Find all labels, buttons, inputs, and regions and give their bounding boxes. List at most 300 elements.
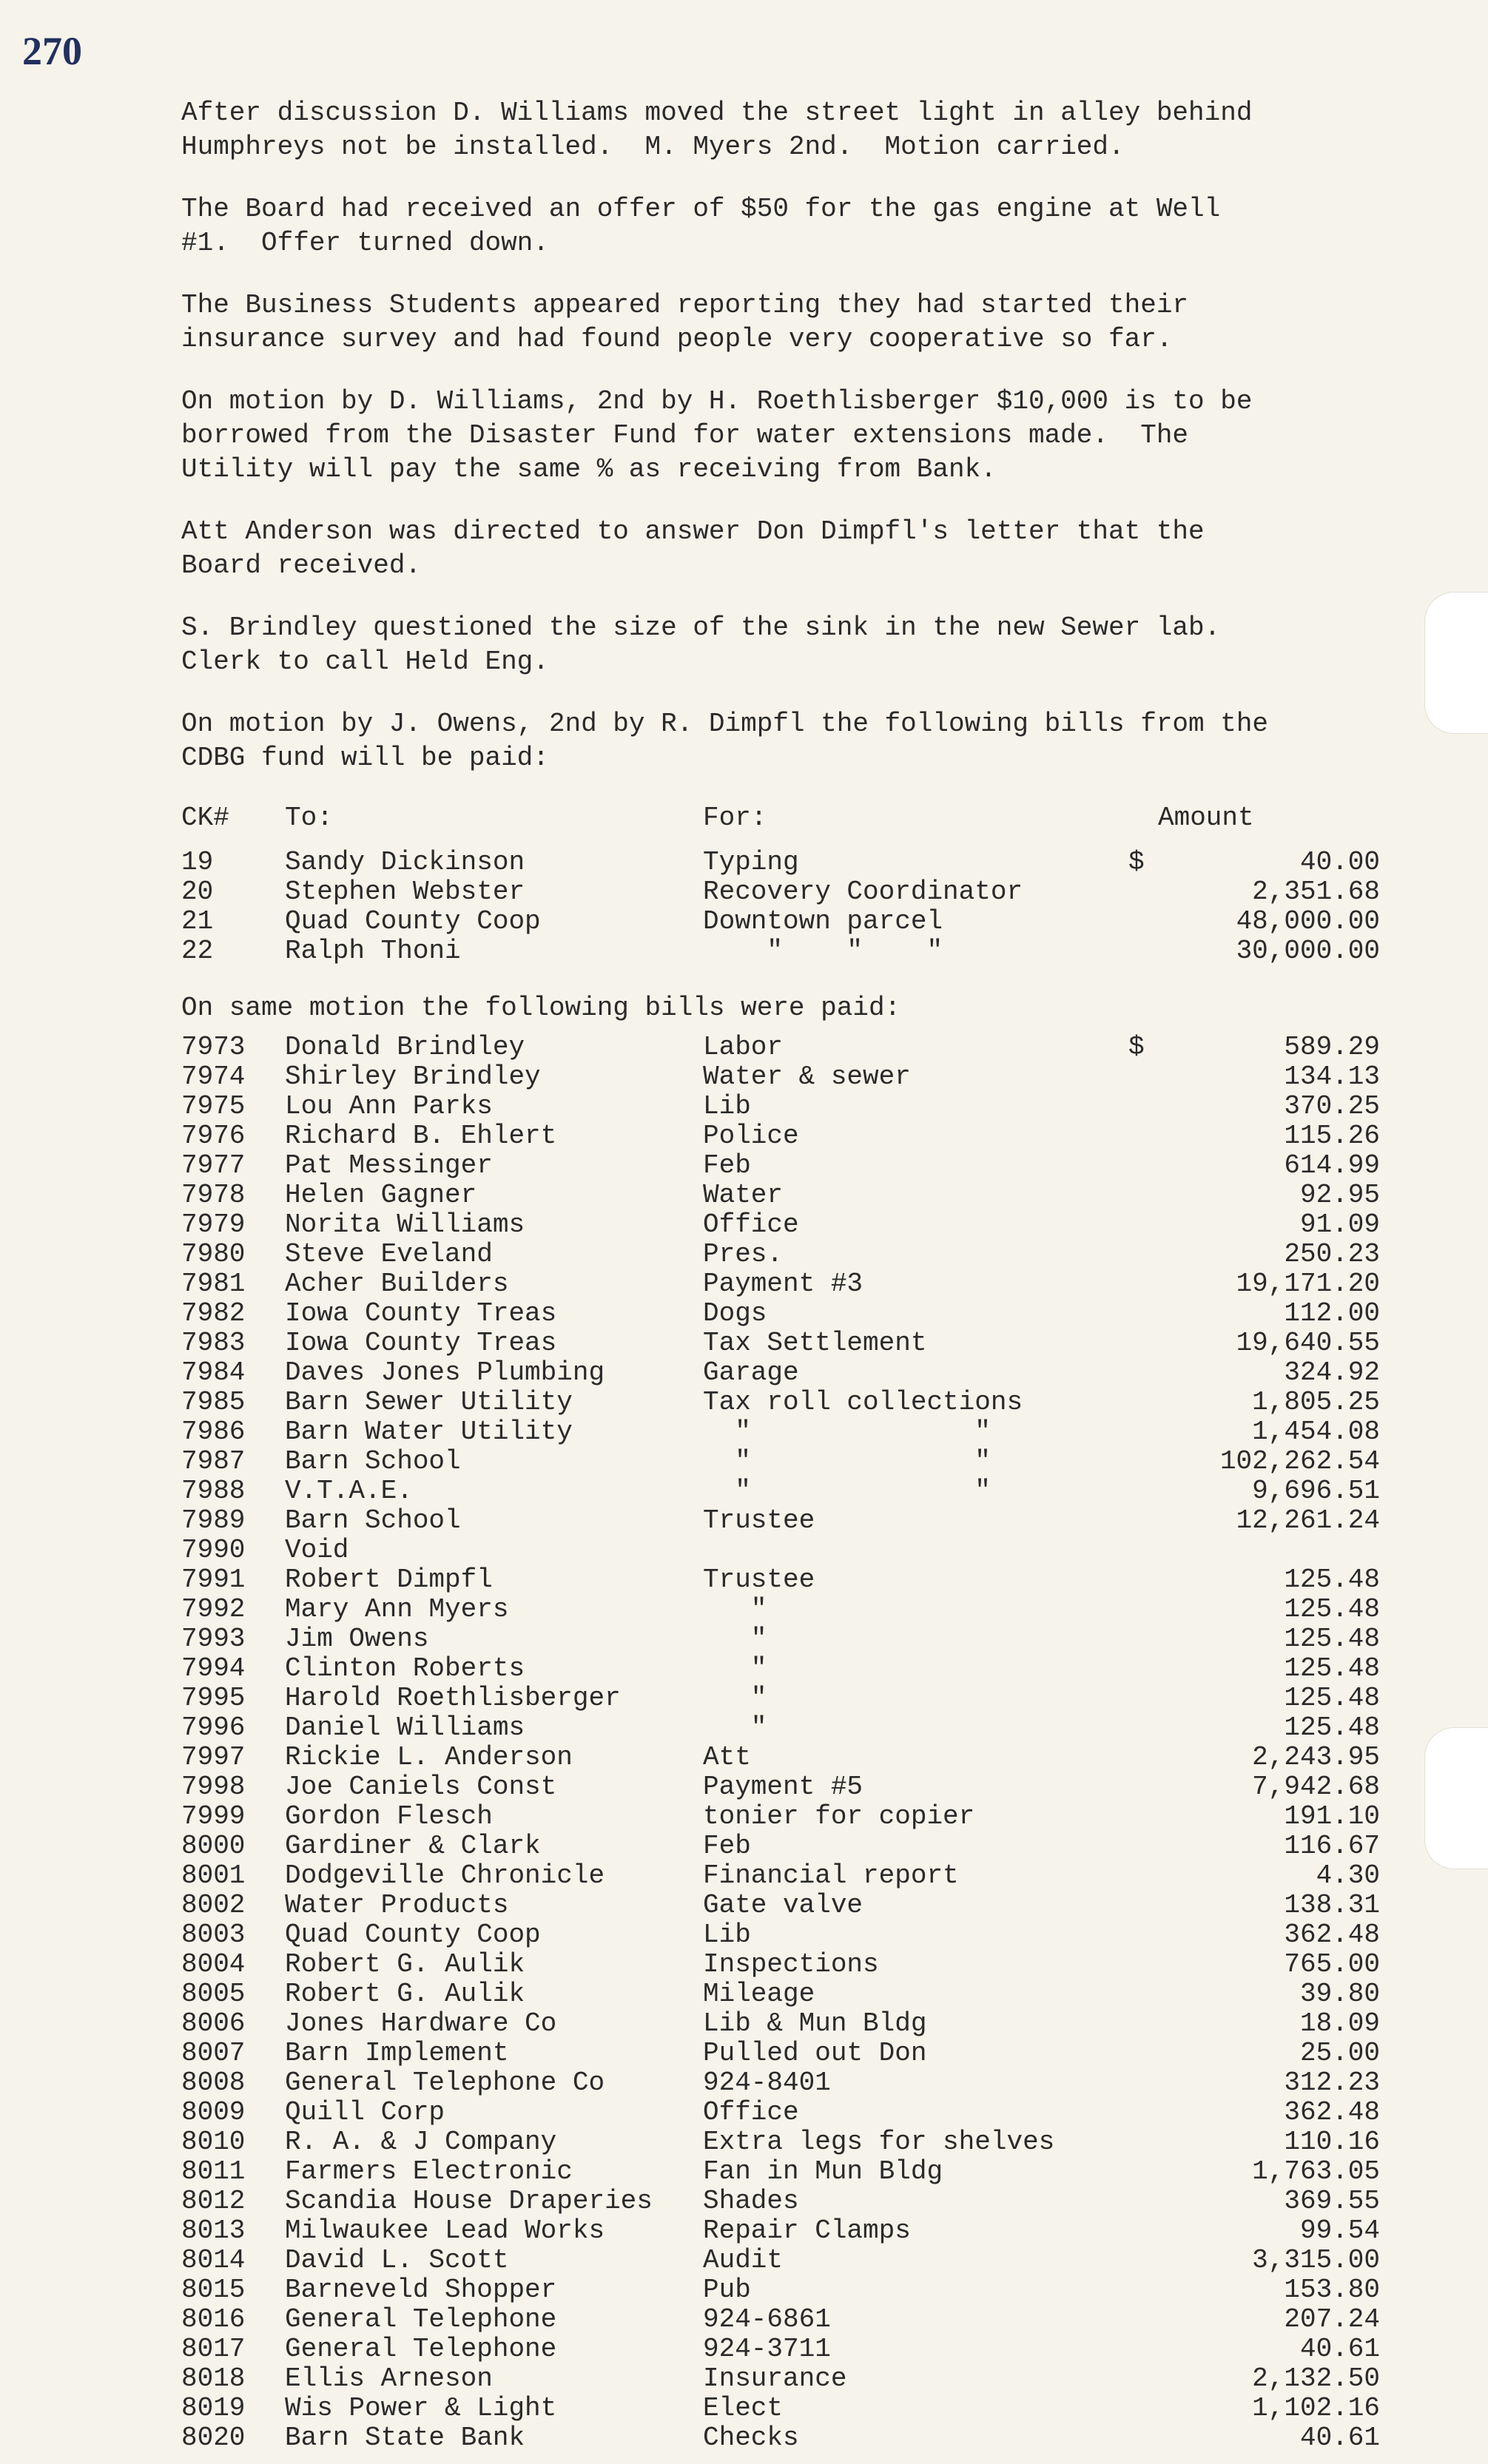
amount: 125.48 <box>1284 1653 1380 1684</box>
payee: Helen Gagner <box>285 1180 477 1210</box>
minutes-paragraph: On motion by D. Williams, 2nd by H. Roethlisberger $10,000 is to be borrowed from the Disaster Fund for water extensions made. The Utility will pay the same % as receiving from Bank. <box>181 386 1253 485</box>
purpose: Financial report <box>703 1860 959 1891</box>
dollar-sign <box>1128 1861 1158 1891</box>
amount: 589.29 <box>1284 1032 1380 1062</box>
header-ck: CK# <box>181 803 229 833</box>
payee: Barn Implement <box>285 2038 509 2068</box>
amount <box>1158 1536 1402 1565</box>
table-row <box>181 1240 1402 1269</box>
purpose: Elect <box>703 2393 784 2423</box>
dollar-sign <box>1128 1979 1158 2009</box>
payee: Norita Williams <box>285 1209 525 1240</box>
payee: Stephen Webster <box>285 877 525 907</box>
purpose: Trustee <box>703 1565 815 1595</box>
amount: 4.30 <box>1316 1860 1380 1891</box>
table-row <box>181 1624 1402 1654</box>
dollar-sign <box>1128 1506 1158 1536</box>
table-row <box>181 1033 1402 1062</box>
dollar-sign <box>1128 1358 1158 1388</box>
table-row <box>181 2098 1402 2127</box>
check-number: 8017 <box>181 2334 246 2364</box>
check-number: 7980 <box>181 1239 246 1269</box>
table-row <box>181 2423 1402 2453</box>
dollar-sign <box>1128 2335 1158 2364</box>
check-number: 8020 <box>181 2423 246 2453</box>
amount: 1,763.05 <box>1252 2156 1380 2187</box>
page-number: 270 <box>22 29 82 73</box>
minutes-paragraphs <box>181 96 1402 775</box>
amount: 125.48 <box>1284 1624 1380 1654</box>
binder-tab-bottom <box>1424 1727 1488 1869</box>
payee: Wis Power & Light <box>285 2393 557 2423</box>
check-number: 7989 <box>181 1505 246 1536</box>
amount: 112.00 <box>1284 1298 1380 1329</box>
amount: 1,805.25 <box>1252 1387 1380 1417</box>
amount: 91.09 <box>1299 1209 1380 1240</box>
dollar-sign <box>1128 1269 1158 1299</box>
dollar-sign <box>1128 1536 1158 1565</box>
payee: Iowa County Treas <box>285 1298 557 1329</box>
dollar-sign: $ <box>1128 1032 1145 1062</box>
check-number: 8012 <box>181 2186 246 2216</box>
table-row <box>181 1713 1402 1743</box>
table-row <box>181 2216 1402 2246</box>
dollar-sign <box>1128 907 1158 936</box>
table-row <box>181 1802 1402 1832</box>
purpose: Tax roll collections <box>703 1387 1023 1417</box>
purpose: Repair Clamps <box>703 2215 911 2246</box>
amount: 153.80 <box>1284 2275 1380 2305</box>
dollar-sign <box>1128 2187 1158 2216</box>
check-number: 8008 <box>181 2068 246 2098</box>
purpose: Tax Settlement <box>703 1328 927 1358</box>
minutes-paragraph: After discussion D. Williams moved the street light in alley behind Humphreys not be installed. M. Myers 2nd. Motion carried. <box>181 98 1253 162</box>
check-number: 7983 <box>181 1328 246 1358</box>
purpose: Insurance <box>703 2363 847 2394</box>
payee: David L. Scott <box>285 2245 509 2275</box>
minutes-paragraph: On motion by J. Owens, 2nd by R. Dimpfl the following bills from the CDBG fund will be paid: <box>181 709 1269 773</box>
amount: 40.61 <box>1299 2423 1380 2453</box>
purpose: Feb <box>703 1831 751 1861</box>
table-row <box>181 1506 1402 1536</box>
table-row <box>181 2246 1402 2275</box>
purpose: Pub <box>703 2275 751 2305</box>
check-number: 7978 <box>181 1180 246 1210</box>
purpose: Inspections <box>703 1949 879 1979</box>
payee: General Telephone Co <box>285 2068 605 2098</box>
payee: Sandy Dickinson <box>285 847 525 877</box>
amount: 3,315.00 <box>1252 2245 1380 2275</box>
dollar-sign <box>1128 2246 1158 2275</box>
payee: Gardiner & Clark <box>285 1831 541 1861</box>
check-number: 8014 <box>181 2245 246 2275</box>
payee: Barneveld Shopper <box>285 2275 557 2305</box>
purpose: 924-8401 <box>703 2068 831 2098</box>
amount: 25.00 <box>1299 2038 1380 2068</box>
table-row <box>181 1092 1402 1121</box>
amount: 134.13 <box>1284 1061 1380 1092</box>
minutes-paragraph: The Board had received an offer of $50 for the gas engine at Well #1. Offer turned down. <box>181 194 1221 258</box>
header-to: To: <box>285 803 333 833</box>
table-row <box>181 936 1402 966</box>
payee: General Telephone <box>285 2334 557 2364</box>
table-row <box>181 1595 1402 1624</box>
check-number: 21 <box>181 906 214 936</box>
purpose: Office <box>703 2097 799 2127</box>
payee: Jim Owens <box>285 1624 429 1654</box>
purpose: Fan in Mun Bldg <box>703 2156 943 2187</box>
dollar-sign <box>1128 1743 1158 1772</box>
payee: Barn School <box>285 1446 461 1476</box>
check-number: 8018 <box>181 2363 246 2394</box>
table-row <box>181 1329 1402 1358</box>
dollar-sign <box>1128 1240 1158 1269</box>
bills-table <box>181 1033 1402 2453</box>
table-row <box>181 1062 1402 1092</box>
table-row <box>181 2009 1402 2039</box>
purpose: tonier for copier <box>703 1801 975 1832</box>
check-number: 7979 <box>181 1209 246 1240</box>
dollar-sign <box>1128 1476 1158 1506</box>
dollar-sign <box>1128 1447 1158 1476</box>
dollar-sign <box>1128 1950 1158 1979</box>
dollar-sign <box>1128 877 1158 907</box>
table-row <box>181 1743 1402 1772</box>
table-row <box>181 848 1402 877</box>
payee: Daves Jones Plumbing <box>285 1357 605 1388</box>
table-row <box>181 1476 1402 1506</box>
purpose: Lib & Mun Bldg <box>703 2008 927 2039</box>
check-number: 8019 <box>181 2393 246 2423</box>
amount: 312.23 <box>1284 2068 1380 2098</box>
table-row <box>181 1772 1402 1802</box>
purpose: " " <box>703 1417 991 1447</box>
payee: Water Products <box>285 1890 509 1920</box>
payee: Richard B. Ehlert <box>285 1121 557 1151</box>
payee: Barn School <box>285 1505 461 1536</box>
check-number: 8015 <box>181 2275 246 2305</box>
payee: Lou Ann Parks <box>285 1091 493 1121</box>
amount: 125.48 <box>1284 1565 1380 1595</box>
check-number: 7985 <box>181 1387 246 1417</box>
purpose: " <box>703 1653 767 1684</box>
table-row <box>181 1151 1402 1181</box>
table-row <box>181 1447 1402 1476</box>
check-number: 20 <box>181 877 214 907</box>
amount: 2,351.68 <box>1252 877 1380 907</box>
payee: Void <box>285 1535 349 1565</box>
check-number: 8007 <box>181 2038 246 2068</box>
dollar-sign <box>1128 1713 1158 1743</box>
purpose: Att <box>703 1742 751 1772</box>
amount: 1,454.08 <box>1252 1417 1380 1447</box>
amount: 40.61 <box>1299 2334 1380 2364</box>
dollar-sign <box>1128 2039 1158 2068</box>
dollar-sign <box>1128 1595 1158 1624</box>
purpose: " <box>703 1624 767 1654</box>
purpose: Downtown parcel <box>703 906 943 936</box>
minutes-paragraph: Att Anderson was directed to answer Don Dimpfl's letter that the Board received. <box>181 516 1205 581</box>
cdbg-bills-table <box>181 803 1402 966</box>
purpose: Labor <box>703 1032 784 1062</box>
amount: 765.00 <box>1284 1949 1380 1979</box>
payee: Pat Messinger <box>285 1150 493 1181</box>
amount: 1,102.16 <box>1252 2393 1380 2423</box>
purpose: Typing <box>703 847 799 877</box>
amount: 324.92 <box>1284 1357 1380 1388</box>
purpose: " <box>703 1594 767 1624</box>
amount: 30,000.00 <box>1236 936 1380 966</box>
payee: Robert G. Aulik <box>285 1979 525 2009</box>
table-row <box>181 2068 1402 2098</box>
header-for: For: <box>703 803 767 833</box>
table-row <box>181 1358 1402 1388</box>
purpose: 924-6861 <box>703 2304 831 2335</box>
dollar-sign <box>1128 2305 1158 2335</box>
purpose: Garage <box>703 1357 799 1388</box>
payee: Jones Hardware Co <box>285 2008 557 2039</box>
payee: Harold Roethlisberger <box>285 1683 621 1713</box>
check-number: 8004 <box>181 1949 246 1979</box>
payee: Donald Brindley <box>285 1032 525 1062</box>
purpose: Recovery Coordinator <box>703 877 1023 907</box>
table-row <box>181 1979 1402 2009</box>
dollar-sign <box>1128 2098 1158 2127</box>
dollar-sign <box>1128 2364 1158 2394</box>
dollar-sign <box>1128 2009 1158 2039</box>
table-row <box>181 2335 1402 2364</box>
check-number: 7976 <box>181 1121 246 1151</box>
purpose: " " " <box>703 936 943 966</box>
payee: Gordon Flesch <box>285 1801 493 1832</box>
table-row <box>181 1269 1402 1299</box>
minutes-paragraph: S. Brindley questioned the size of the sink in the new Sewer lab. Clerk to call Held Eng. <box>181 612 1221 677</box>
dollar-sign <box>1128 1802 1158 1832</box>
table-row <box>181 1950 1402 1979</box>
check-number: 8003 <box>181 1920 246 1950</box>
dollar-sign <box>1128 2423 1158 2453</box>
amount: 39.80 <box>1299 1979 1380 2009</box>
table-row <box>181 1181 1402 1210</box>
dollar-sign <box>1128 1299 1158 1329</box>
amount: 40.00 <box>1299 847 1380 877</box>
purpose: Pulled out Don <box>703 2038 927 2068</box>
purpose: Water & sewer <box>703 1061 911 1092</box>
purpose: Mileage <box>703 1979 815 2009</box>
purpose: Payment #5 <box>703 1772 863 1802</box>
amount: 7,942.68 <box>1252 1772 1380 1802</box>
check-number: 7987 <box>181 1446 246 1476</box>
check-number: 7994 <box>181 1653 246 1684</box>
purpose: Feb <box>703 1150 751 1181</box>
table-row <box>181 2157 1402 2187</box>
purpose: Shades <box>703 2186 799 2216</box>
dollar-sign <box>1128 1772 1158 1802</box>
purpose: Lib <box>703 1920 751 1950</box>
check-number: 7986 <box>181 1417 246 1447</box>
minutes-paragraph: The Business Students appeared reporting they had started their insurance survey and had found people very cooperative so far. <box>181 290 1189 354</box>
table-row <box>181 1861 1402 1891</box>
check-number: 8010 <box>181 2127 246 2157</box>
dollar-sign <box>1128 1832 1158 1861</box>
payee: Acher Builders <box>285 1269 509 1299</box>
check-number: 8013 <box>181 2215 246 2246</box>
second-motion: On same motion the following bills were paid: <box>181 993 901 1023</box>
table-row <box>181 1299 1402 1329</box>
purpose: Water <box>703 1180 784 1210</box>
check-number: 8016 <box>181 2304 246 2335</box>
amount: 48,000.00 <box>1236 906 1380 936</box>
payee: Shirley Brindley <box>285 1061 541 1092</box>
table-row <box>181 1684 1402 1713</box>
dollar-sign <box>1128 2157 1158 2187</box>
payee: Quad County Coop <box>285 906 541 936</box>
purpose: " <box>703 1712 767 1743</box>
check-number: 7984 <box>181 1357 246 1388</box>
amount: 125.48 <box>1284 1712 1380 1743</box>
check-number: 7981 <box>181 1269 246 1299</box>
table-row <box>181 2127 1402 2157</box>
payee: Daniel Williams <box>285 1712 525 1743</box>
check-number: 8001 <box>181 1860 246 1891</box>
dollar-sign <box>1128 2275 1158 2305</box>
amount: 138.31 <box>1284 1890 1380 1920</box>
table-row <box>181 1388 1402 1417</box>
dollar-sign <box>1128 1624 1158 1654</box>
amount: 362.48 <box>1284 2097 1380 2127</box>
check-number: 22 <box>181 936 214 966</box>
payee: Milwaukee Lead Works <box>285 2215 605 2246</box>
amount: 19,171.20 <box>1236 1269 1380 1299</box>
check-number: 7991 <box>181 1565 246 1595</box>
purpose: " " <box>703 1476 991 1506</box>
table-row <box>181 1210 1402 1240</box>
purpose: Office <box>703 1209 799 1240</box>
check-number: 8009 <box>181 2097 246 2127</box>
dollar-sign <box>1128 1388 1158 1417</box>
amount: 12,261.24 <box>1236 1505 1380 1536</box>
check-number: 7993 <box>181 1624 246 1654</box>
table-row <box>181 1121 1402 1151</box>
purpose: Pres. <box>703 1239 784 1269</box>
dollar-sign <box>1128 1654 1158 1684</box>
payee: Mary Ann Myers <box>285 1594 509 1624</box>
table-row <box>181 2305 1402 2335</box>
check-number: 7998 <box>181 1772 246 1802</box>
check-number: 7990 <box>181 1535 246 1565</box>
check-number: 8006 <box>181 2008 246 2039</box>
dollar-sign <box>1128 1092 1158 1121</box>
amount: 19,640.55 <box>1236 1328 1380 1358</box>
purpose: Gate valve <box>703 1890 863 1920</box>
amount: 369.55 <box>1284 2186 1380 2216</box>
check-number: 8002 <box>181 1890 246 1920</box>
check-number: 8005 <box>181 1979 246 2009</box>
amount: 125.48 <box>1284 1594 1380 1624</box>
table-row <box>181 1565 1402 1595</box>
amount: 99.54 <box>1299 2215 1380 2246</box>
payee: R. A. & J Company <box>285 2127 557 2157</box>
payee: Joe Caniels Const <box>285 1772 557 1802</box>
payee: General Telephone <box>285 2304 557 2335</box>
dollar-sign <box>1128 1329 1158 1358</box>
purpose: Dogs <box>703 1298 767 1329</box>
purpose: " <box>703 1683 767 1713</box>
table-row <box>181 1832 1402 1861</box>
purpose: Audit <box>703 2245 784 2275</box>
payee: Farmers Electronic <box>285 2156 573 2187</box>
amount: 207.24 <box>1284 2304 1380 2335</box>
amount: 370.25 <box>1284 1091 1380 1121</box>
check-number: 7995 <box>181 1683 246 1713</box>
dollar-sign <box>1128 2216 1158 2246</box>
payee: Quad County Coop <box>285 1920 541 1950</box>
check-number: 7977 <box>181 1150 246 1181</box>
dollar-sign <box>1128 1062 1158 1092</box>
check-number: 7988 <box>181 1476 246 1506</box>
payee: Clinton Roberts <box>285 1653 525 1684</box>
payee: Quill Corp <box>285 2097 445 2127</box>
purpose: Payment #3 <box>703 1269 863 1299</box>
check-number: 7973 <box>181 1032 246 1062</box>
payee: Rickie L. Anderson <box>285 1742 573 1772</box>
amount: 18.09 <box>1299 2008 1380 2039</box>
purpose <box>703 1536 1128 1565</box>
purpose: Trustee <box>703 1505 815 1536</box>
check-number: 7974 <box>181 1061 246 1092</box>
dollar-sign <box>1128 1151 1158 1181</box>
table-row <box>181 1654 1402 1684</box>
amount: 2,132.50 <box>1252 2363 1380 2394</box>
check-number: 7975 <box>181 1091 246 1121</box>
table-row <box>181 1891 1402 1920</box>
dollar-sign <box>1128 936 1158 966</box>
dollar-sign <box>1128 2127 1158 2157</box>
table-row <box>181 1920 1402 1950</box>
payee: Robert G. Aulik <box>285 1949 525 1979</box>
amount: 9,696.51 <box>1252 1476 1380 1506</box>
payee: Barn State Bank <box>285 2423 525 2453</box>
check-number: 7982 <box>181 1298 246 1329</box>
purpose: Checks <box>703 2423 799 2453</box>
payee: Dodgeville Chronicle <box>285 1860 605 1891</box>
purpose: 924-3711 <box>703 2334 831 2364</box>
check-number: 7996 <box>181 1712 246 1743</box>
header-amount: Amount <box>1158 803 1254 833</box>
payee: Ralph Thoni <box>285 936 461 966</box>
payee: Steve Eveland <box>285 1239 493 1269</box>
payee: Barn Sewer Utility <box>285 1387 573 1417</box>
dollar-sign <box>1128 2394 1158 2423</box>
check-number: 7997 <box>181 1742 246 1772</box>
dollar-sign <box>1128 1121 1158 1151</box>
table-row <box>181 907 1402 936</box>
check-number: 19 <box>181 847 214 877</box>
purpose: Police <box>703 1121 799 1151</box>
amount: 92.95 <box>1299 1180 1380 1210</box>
amount: 191.10 <box>1284 1801 1380 1832</box>
amount: 250.23 <box>1284 1239 1380 1269</box>
purpose: Lib <box>703 1091 751 1121</box>
dollar-sign <box>1128 1684 1158 1713</box>
check-number: 8000 <box>181 1831 246 1861</box>
dollar-sign <box>1128 1417 1158 1447</box>
minutes-content <box>181 96 1402 2453</box>
purpose: Extra legs for shelves <box>703 2127 1055 2157</box>
amount: 2,243.95 <box>1252 1742 1380 1772</box>
table-row <box>181 2187 1402 2216</box>
amount: 614.99 <box>1284 1150 1380 1181</box>
